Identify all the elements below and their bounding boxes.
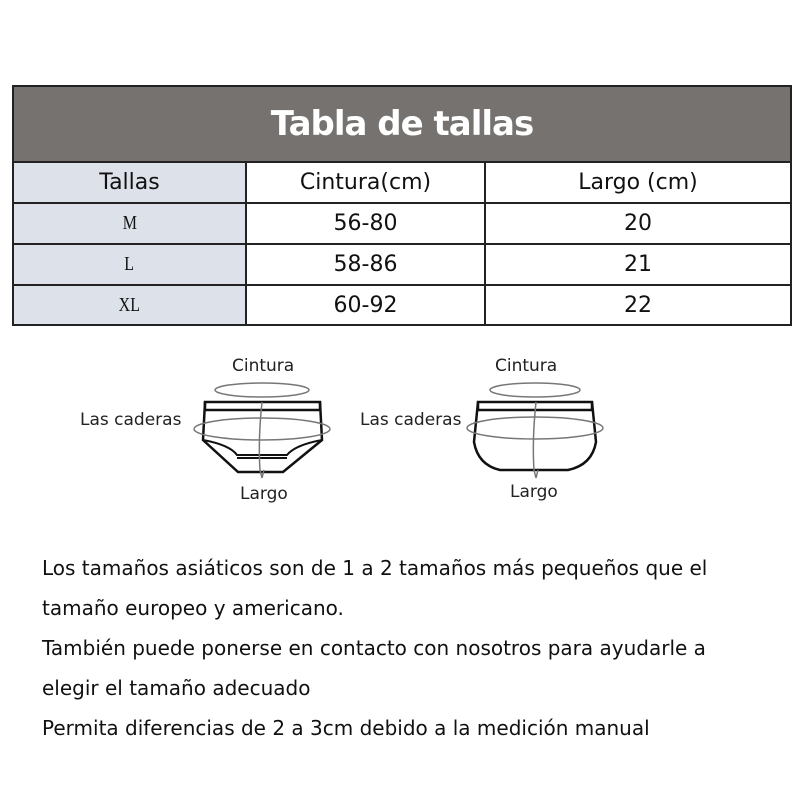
waist-cell: 56-80 xyxy=(247,204,486,243)
length-cell: 21 xyxy=(624,252,652,277)
header-size: Tallas xyxy=(14,163,247,202)
size-cell: M xyxy=(122,212,137,234)
brief-icon xyxy=(194,383,330,478)
label-waist-right: Cintura xyxy=(495,356,558,376)
label-hips-left: Las caderas xyxy=(80,410,182,430)
size-cell: L xyxy=(124,253,135,275)
header-length: Largo (cm) xyxy=(578,170,698,195)
label-length-right: Largo xyxy=(510,482,558,502)
waist-cell: 58-86 xyxy=(247,245,486,284)
size-cell: XL xyxy=(118,293,141,316)
note-line: tamaño europeo y americano. xyxy=(42,596,344,620)
boxer-brief-icon xyxy=(467,383,603,478)
waist-cell: 60-92 xyxy=(247,286,486,324)
note-line: Permita diferencias de 2 a 3cm debido a la medición manual xyxy=(42,716,650,740)
size-notes xyxy=(42,548,782,748)
label-hips-right: Las caderas xyxy=(360,410,462,430)
note-line: elegir el tamaño adecuado xyxy=(42,676,311,700)
length-cell: 22 xyxy=(624,292,652,318)
length-cell: 20 xyxy=(624,211,652,236)
table-title: Tabla de tallas xyxy=(14,87,790,163)
header-waist: Cintura(cm) xyxy=(247,163,486,202)
note-line: Los tamaños asiáticos son de 1 a 2 tamaños más pequeños que el xyxy=(42,556,708,580)
label-waist-left: Cintura xyxy=(232,356,295,376)
label-length-left: Largo xyxy=(240,484,288,504)
note-line: También puede ponerse en contacto con nosotros para ayudarle a xyxy=(42,636,706,660)
